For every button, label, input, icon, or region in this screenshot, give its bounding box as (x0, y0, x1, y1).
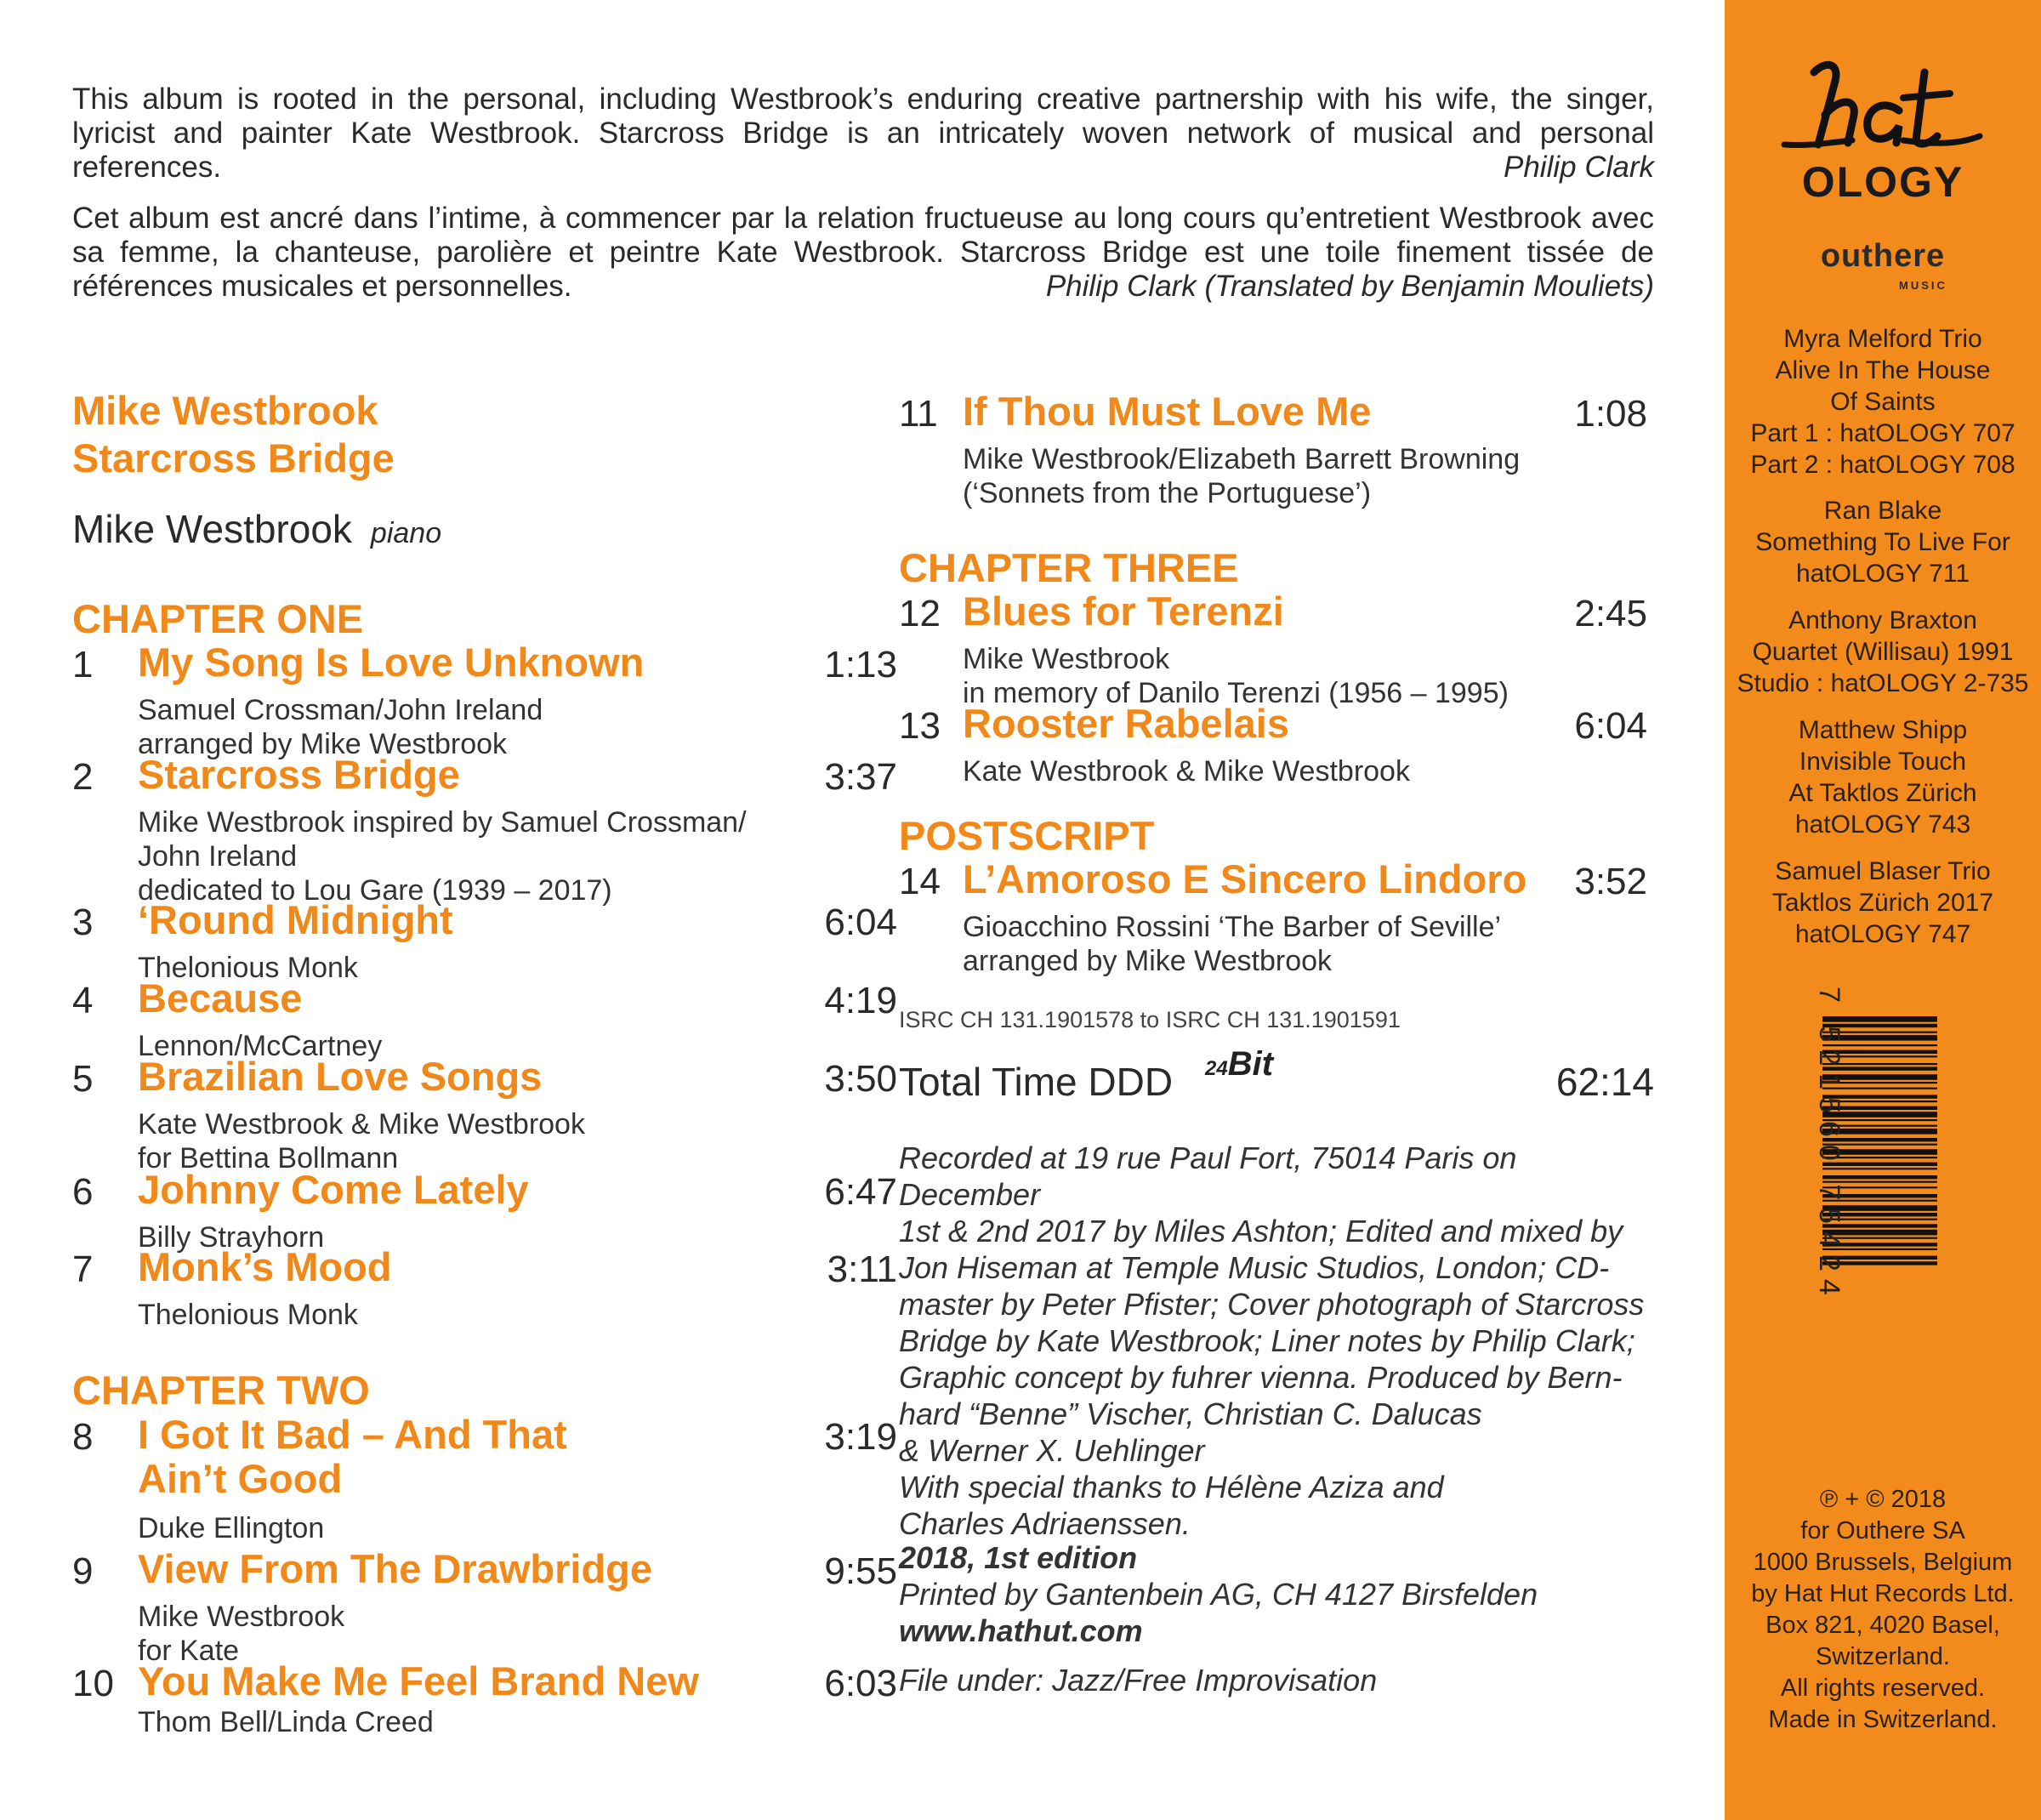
copyright-line: Made in Switzerland. (1768, 1706, 1998, 1733)
track-number: 2 (72, 756, 94, 798)
track-number: 10 (72, 1663, 114, 1704)
file-under: File under: Jazz/Free Improvisation (899, 1663, 1378, 1698)
notes-line: Recorded at 19 rue Paul Fort, 75014 Paris on December (899, 1140, 1517, 1212)
chapter-two-heading: CHAPTER TWO (72, 1368, 370, 1413)
credit-line: Thom Bell/Linda Creed (138, 1706, 434, 1738)
notes-line: Charles Adriaenssen. (899, 1506, 1191, 1541)
track-title: Blues for Terenzi (963, 589, 1284, 634)
track-duration: 1:13 (824, 644, 897, 685)
total-time-row (899, 1045, 1654, 1105)
track-credits (963, 910, 1501, 978)
bit-word: Bit (1227, 1045, 1274, 1083)
track-duration: 1:08 (1574, 393, 1647, 435)
album-title: Starcross Bridge (72, 435, 395, 481)
track-title-continued: Ain’t Good (138, 1456, 343, 1501)
track-credits (138, 1511, 324, 1545)
total-time-value: 62:14 (1555, 1060, 1654, 1104)
track-credits (138, 693, 543, 761)
catalog-line: Myra Melford Trio (1783, 325, 1982, 353)
credit-line: dedicated to Lou Gare (1939 – 2017) (138, 874, 612, 907)
credit-line: Mike Westbrook/Elizabeth Barrett Browning (963, 443, 1521, 475)
track-number: 12 (899, 593, 941, 634)
notes-line: & Werner X. Uehlinger (899, 1433, 1205, 1468)
hat-logo-icon (1776, 51, 1988, 162)
catalog-line: Anthony Braxton (1788, 606, 1977, 634)
credit-line: for Kate (138, 1635, 240, 1667)
track-title: L’Amoroso E Sincero Lindoro (963, 856, 1527, 901)
catalog-entry (1725, 605, 2041, 699)
track-duration: 9:55 (824, 1550, 897, 1592)
copyright-line: Switzerland. (1816, 1643, 1950, 1670)
sidebar (1725, 0, 2041, 1820)
barcode-digits: 7 521560 75424 (1813, 987, 1845, 1303)
track-number: 13 (899, 705, 941, 747)
track-duration: 4:19 (824, 980, 897, 1021)
credit-line: Billy Strayhorn (138, 1221, 325, 1254)
track-title: View From The Drawbridge (138, 1546, 653, 1591)
recording-notes (899, 1140, 1664, 1542)
edition-year: 2018, 1st edition (899, 1540, 1138, 1575)
credit-line: John Ireland (138, 840, 298, 873)
notes-line: hard “Benne” Vischer, Christian C. Dalucas (899, 1396, 1482, 1431)
track-credits (963, 642, 1509, 710)
notes-line: With special thanks to Hélène Aziza and (899, 1470, 1444, 1504)
track-number: 3 (72, 901, 94, 943)
credit-line: Lennon/McCartney (138, 1030, 383, 1062)
track-number: 14 (899, 861, 941, 902)
outhere-music-label: MUSIC (1899, 279, 1947, 292)
catalog-line: Something To Live For (1755, 528, 2010, 556)
credit-line: for Bettina Bollmann (138, 1142, 399, 1174)
ology-logo: OLOGY (1801, 158, 1964, 206)
24bit-icon (1205, 1045, 1274, 1083)
notes-line: 1st & 2nd 2017 by Miles Ashton; Edited and mixed by (899, 1214, 1623, 1248)
edition-printer: Printed by Gantenbein AG, CH 4127 Birsfelden (899, 1577, 1538, 1612)
credit-line: Gioacchino Rossini ‘The Barber of Seville’ (963, 911, 1502, 943)
performer-instrument: piano (370, 517, 442, 549)
catalog-line: At Taktlos Zürich (1788, 779, 1977, 807)
postscript-heading: POSTSCRIPT (899, 813, 1155, 858)
track-duration: 6:47 (824, 1171, 897, 1213)
track-duration: 6:03 (824, 1663, 897, 1704)
track-title: If Thou Must Love Me (963, 389, 1372, 434)
track-duration: 3:19 (824, 1416, 897, 1458)
intro-english (72, 82, 1654, 185)
track-title: Brazilian Love Songs (138, 1054, 543, 1099)
catalog-line: hatOLOGY 747 (1794, 920, 1971, 948)
track-credits (963, 754, 1410, 788)
catalog-line: Studio : hatOLOGY 2-735 (1737, 669, 2029, 697)
performer-line (72, 506, 441, 552)
intro-english-author: Philip Clark (1504, 151, 1654, 184)
track-title: Monk’s Mood (138, 1244, 392, 1289)
track-title: Because (138, 975, 303, 1021)
isrc-range: ISRC CH 131.1901578 to ISRC CH 131.1901591 (899, 1007, 1401, 1032)
copyright-line: All rights reserved. (1780, 1675, 1986, 1702)
track-title: ‘Round Midnight (138, 897, 453, 942)
chapter-one-heading: CHAPTER ONE (72, 596, 364, 641)
track-title: Rooster Rabelais (963, 701, 1289, 746)
track-duration: 3:52 (1574, 861, 1647, 902)
notes-line: Jon Hiseman at Temple Music Studios, London; CD- (899, 1250, 1610, 1285)
credit-line: (‘Sonnets from the Portuguese’) (963, 477, 1372, 509)
album-heading (72, 387, 395, 482)
intro-french-text: Cet album est ancré dans l’intime, à commencer par la relation fructueuse au long cours qu’entretient Westbrook avec sa femme, la chanteuse, parolière et peintre Kate Westbrook. Starcross Bridge est une toile finement tissée de références musicales et personnelles. (72, 202, 1654, 303)
credit-line: in memory of Danilo Terenzi (1956 – 1995) (963, 677, 1509, 709)
track-credits (138, 1705, 434, 1739)
track-number: 4 (72, 980, 94, 1021)
outhere-logo: outhere (1820, 238, 1946, 274)
website-link[interactable]: www.hathut.com (899, 1613, 1143, 1648)
album-artist: Mike Westbrook (72, 388, 378, 433)
catalog-line: Taktlos Zürich 2017 (1771, 889, 1994, 917)
catalog-line: hatOLOGY 743 (1794, 810, 1971, 839)
credit-line: arranged by Mike Westbrook (963, 945, 1333, 977)
catalog-line: hatOLOGY 711 (1795, 560, 1970, 588)
catalog-entry (1725, 323, 2041, 481)
track-duration: 6:04 (824, 901, 897, 943)
catalog-entry (1725, 714, 2041, 840)
track-duration: 2:45 (1574, 593, 1647, 634)
catalog-line: Matthew Shipp (1798, 716, 1968, 744)
catalog-entry (1725, 495, 2041, 589)
track-number: 7 (72, 1248, 94, 1290)
catalog-entry (1725, 856, 2041, 950)
bit-number: 24 (1205, 1057, 1228, 1080)
notes-line: Bridge by Kate Westbrook; Liner notes by Philip Clark; (899, 1323, 1635, 1358)
copyright-line: Box 821, 4020 Basel, (1765, 1612, 2000, 1639)
credit-line: Kate Westbrook & Mike Westbrook (138, 1108, 585, 1140)
track-number: 5 (72, 1058, 94, 1100)
edition-block (899, 1539, 1538, 1649)
credit-line: Samuel Crossman/John Ireland (138, 694, 543, 726)
total-time-label: Total Time DDD (899, 1060, 1174, 1104)
credit-line: Thelonious Monk (138, 1299, 358, 1331)
track-credits (138, 1600, 344, 1668)
track-duration: 3:50 (824, 1058, 897, 1100)
credit-line: Kate Westbrook & Mike Westbrook (963, 755, 1410, 788)
notes-line: Graphic concept by fuhrer vienna. Produced by Bern- (899, 1360, 1623, 1395)
catalog-line: Part 2 : hatOLOGY 708 (1750, 451, 2015, 479)
track-credits (138, 1107, 585, 1175)
catalog-line: Of Saints (1830, 388, 1936, 416)
chapter-three-heading: CHAPTER THREE (899, 545, 1239, 590)
credit-line: arranged by Mike Westbrook (138, 728, 508, 760)
copyright-line: ℗ + © 2018 (1819, 1486, 1947, 1513)
track-duration: 6:04 (1574, 705, 1647, 747)
track-title: You Make Me Feel Brand New (138, 1658, 699, 1703)
track-number: 6 (72, 1171, 94, 1213)
credit-line: Thelonious Monk (138, 952, 358, 984)
track-number: 1 (72, 644, 94, 685)
credit-line: Mike Westbrook (138, 1601, 345, 1633)
track-title: Starcross Bridge (138, 752, 460, 797)
track-credits (138, 805, 747, 907)
catalog-line: Alive In The House (1775, 356, 1991, 384)
credit-line: Mike Westbrook (963, 643, 1170, 675)
notes-line: master by Peter Pfister; Cover photograph of Starcross (899, 1287, 1645, 1322)
track-credits (963, 442, 1520, 510)
copyright-line: 1000 Brussels, Belgium (1753, 1549, 2013, 1576)
copyright-line: for Outhere SA (1800, 1517, 1965, 1544)
intro-french-author: Philip Clark (Translated by Benjamin Mouliets) (1045, 270, 1654, 303)
track-number: 8 (72, 1416, 94, 1458)
intro-french (72, 202, 1654, 304)
catalog-line: Invisible Touch (1799, 748, 1967, 776)
track-duration: 3:11 (827, 1248, 897, 1290)
track-title: Johnny Come Lately (138, 1167, 529, 1212)
catalog-line: Quartet (Willisau) 1991 (1752, 638, 2014, 666)
catalog-line: Samuel Blaser Trio (1775, 857, 1991, 885)
catalog-line: Ran Blake (1823, 497, 1942, 525)
catalog-line: Part 1 : hatOLOGY 707 (1750, 419, 2015, 447)
track-title: I Got It Bad – And That (138, 1412, 567, 1457)
performer-name: Mike Westbrook (72, 507, 352, 551)
credit-line: Duke Ellington (138, 1512, 325, 1544)
track-number: 11 (899, 393, 938, 435)
copyright-line: by Hat Hut Records Ltd. (1751, 1580, 2015, 1607)
credit-line: Mike Westbrook inspired by Samuel Crossman/ (138, 806, 747, 839)
track-number: 9 (72, 1550, 94, 1592)
track-credits (138, 1298, 358, 1332)
intro-english-text: This album is rooted in the personal, including Westbrook’s enduring creative partnership with his wife, the singer, lyricist and painter Kate Westbrook. Starcross Bridge is an intricately woven network of musical and personal references. (72, 82, 1654, 184)
track-duration: 3:37 (824, 756, 897, 798)
copyright-block (1725, 1484, 2041, 1736)
track-title: My Song Is Love Unknown (138, 640, 645, 685)
